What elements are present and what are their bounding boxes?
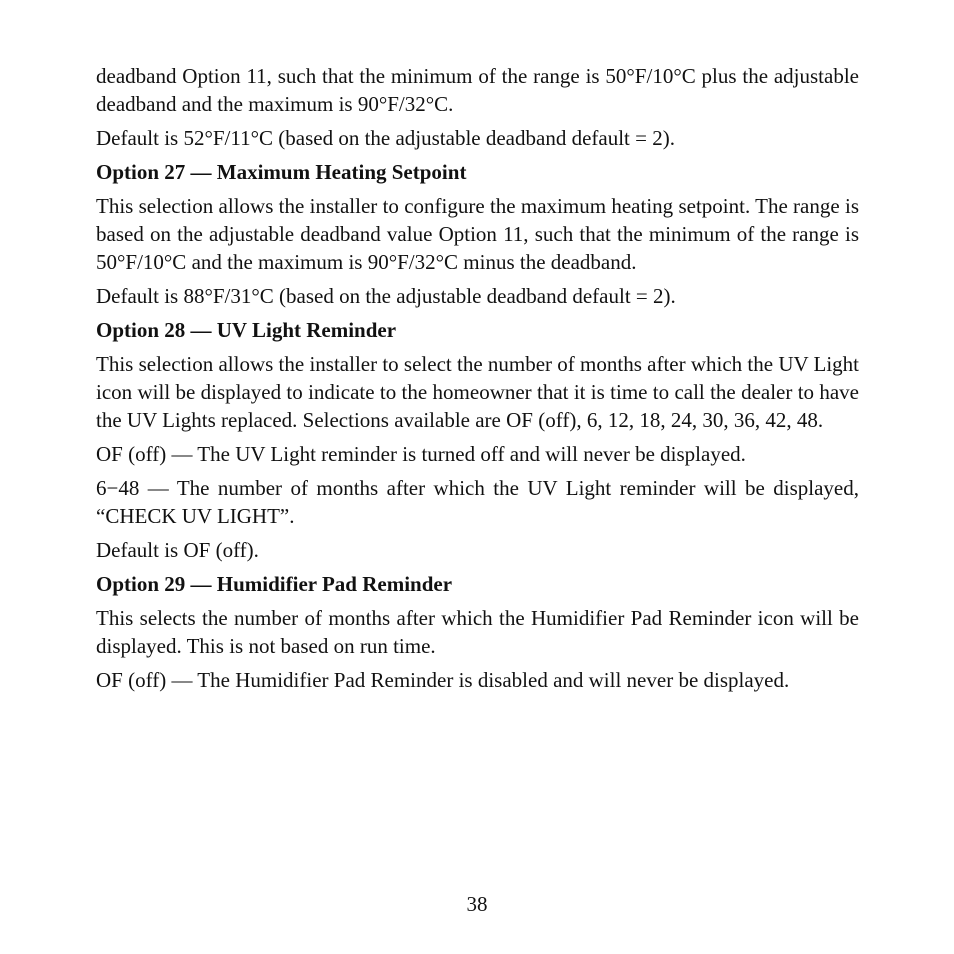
heading-option-27: Option 27 — Maximum Heating Setpoint bbox=[96, 160, 467, 184]
paragraph-uv-months: 6−48 — The number of months after which the UV Light reminder will be displayed, “CHECK UV LIGHT”. bbox=[96, 476, 859, 528]
paragraph-humidifier-pad: This selects the number of months after which the Humidifier Pad Reminder icon will be displayed. This is not based on run time. bbox=[96, 606, 859, 658]
heading-option-29: Option 29 — Humidifier Pad Reminder bbox=[96, 572, 453, 596]
paragraph-uv-default: Default is OF (off). bbox=[96, 538, 259, 562]
heading-option-28: Option 28 — UV Light Reminder bbox=[96, 318, 397, 342]
paragraph-max-heating-setpoint: This selection allows the installer to configure the maximum heating setpoint. The range is based on the adjustable deadband value Option 11, such that the minimum of the range is 50°F/10°C and the maximum is 90°F/32°C minus the deadband. bbox=[96, 194, 859, 274]
paragraph-uv-light-reminder: This selection allows the installer to select the number of months after which the UV Light icon will be displayed to indicate to the homeowner that it is time to call the dealer to have the UV Lights replaced. Selections available are OF (off), 6, 12, 18, 24, 30, 36, 42, 48. bbox=[96, 352, 860, 432]
document-body bbox=[96, 62, 859, 700]
page-number: 38 bbox=[466, 892, 488, 916]
paragraph-default-88: Default is 88°F/31°C (based on the adjustable deadband default = 2). bbox=[96, 284, 676, 308]
paragraph-humidifier-off: OF (off) — The Humidifier Pad Reminder is disabled and will never be displayed. bbox=[96, 668, 790, 692]
paragraph-default-52: Default is 52°F/11°C (based on the adjustable deadband default = 2). bbox=[96, 126, 675, 150]
paragraph-deadband-range: deadband Option 11, such that the minimum of the range is 50°F/10°C plus the adjustable deadband and the maximum is 90°F/32°C. bbox=[96, 64, 859, 116]
paragraph-uv-off: OF (off) — The UV Light reminder is turned off and will never be displayed. bbox=[96, 442, 746, 466]
